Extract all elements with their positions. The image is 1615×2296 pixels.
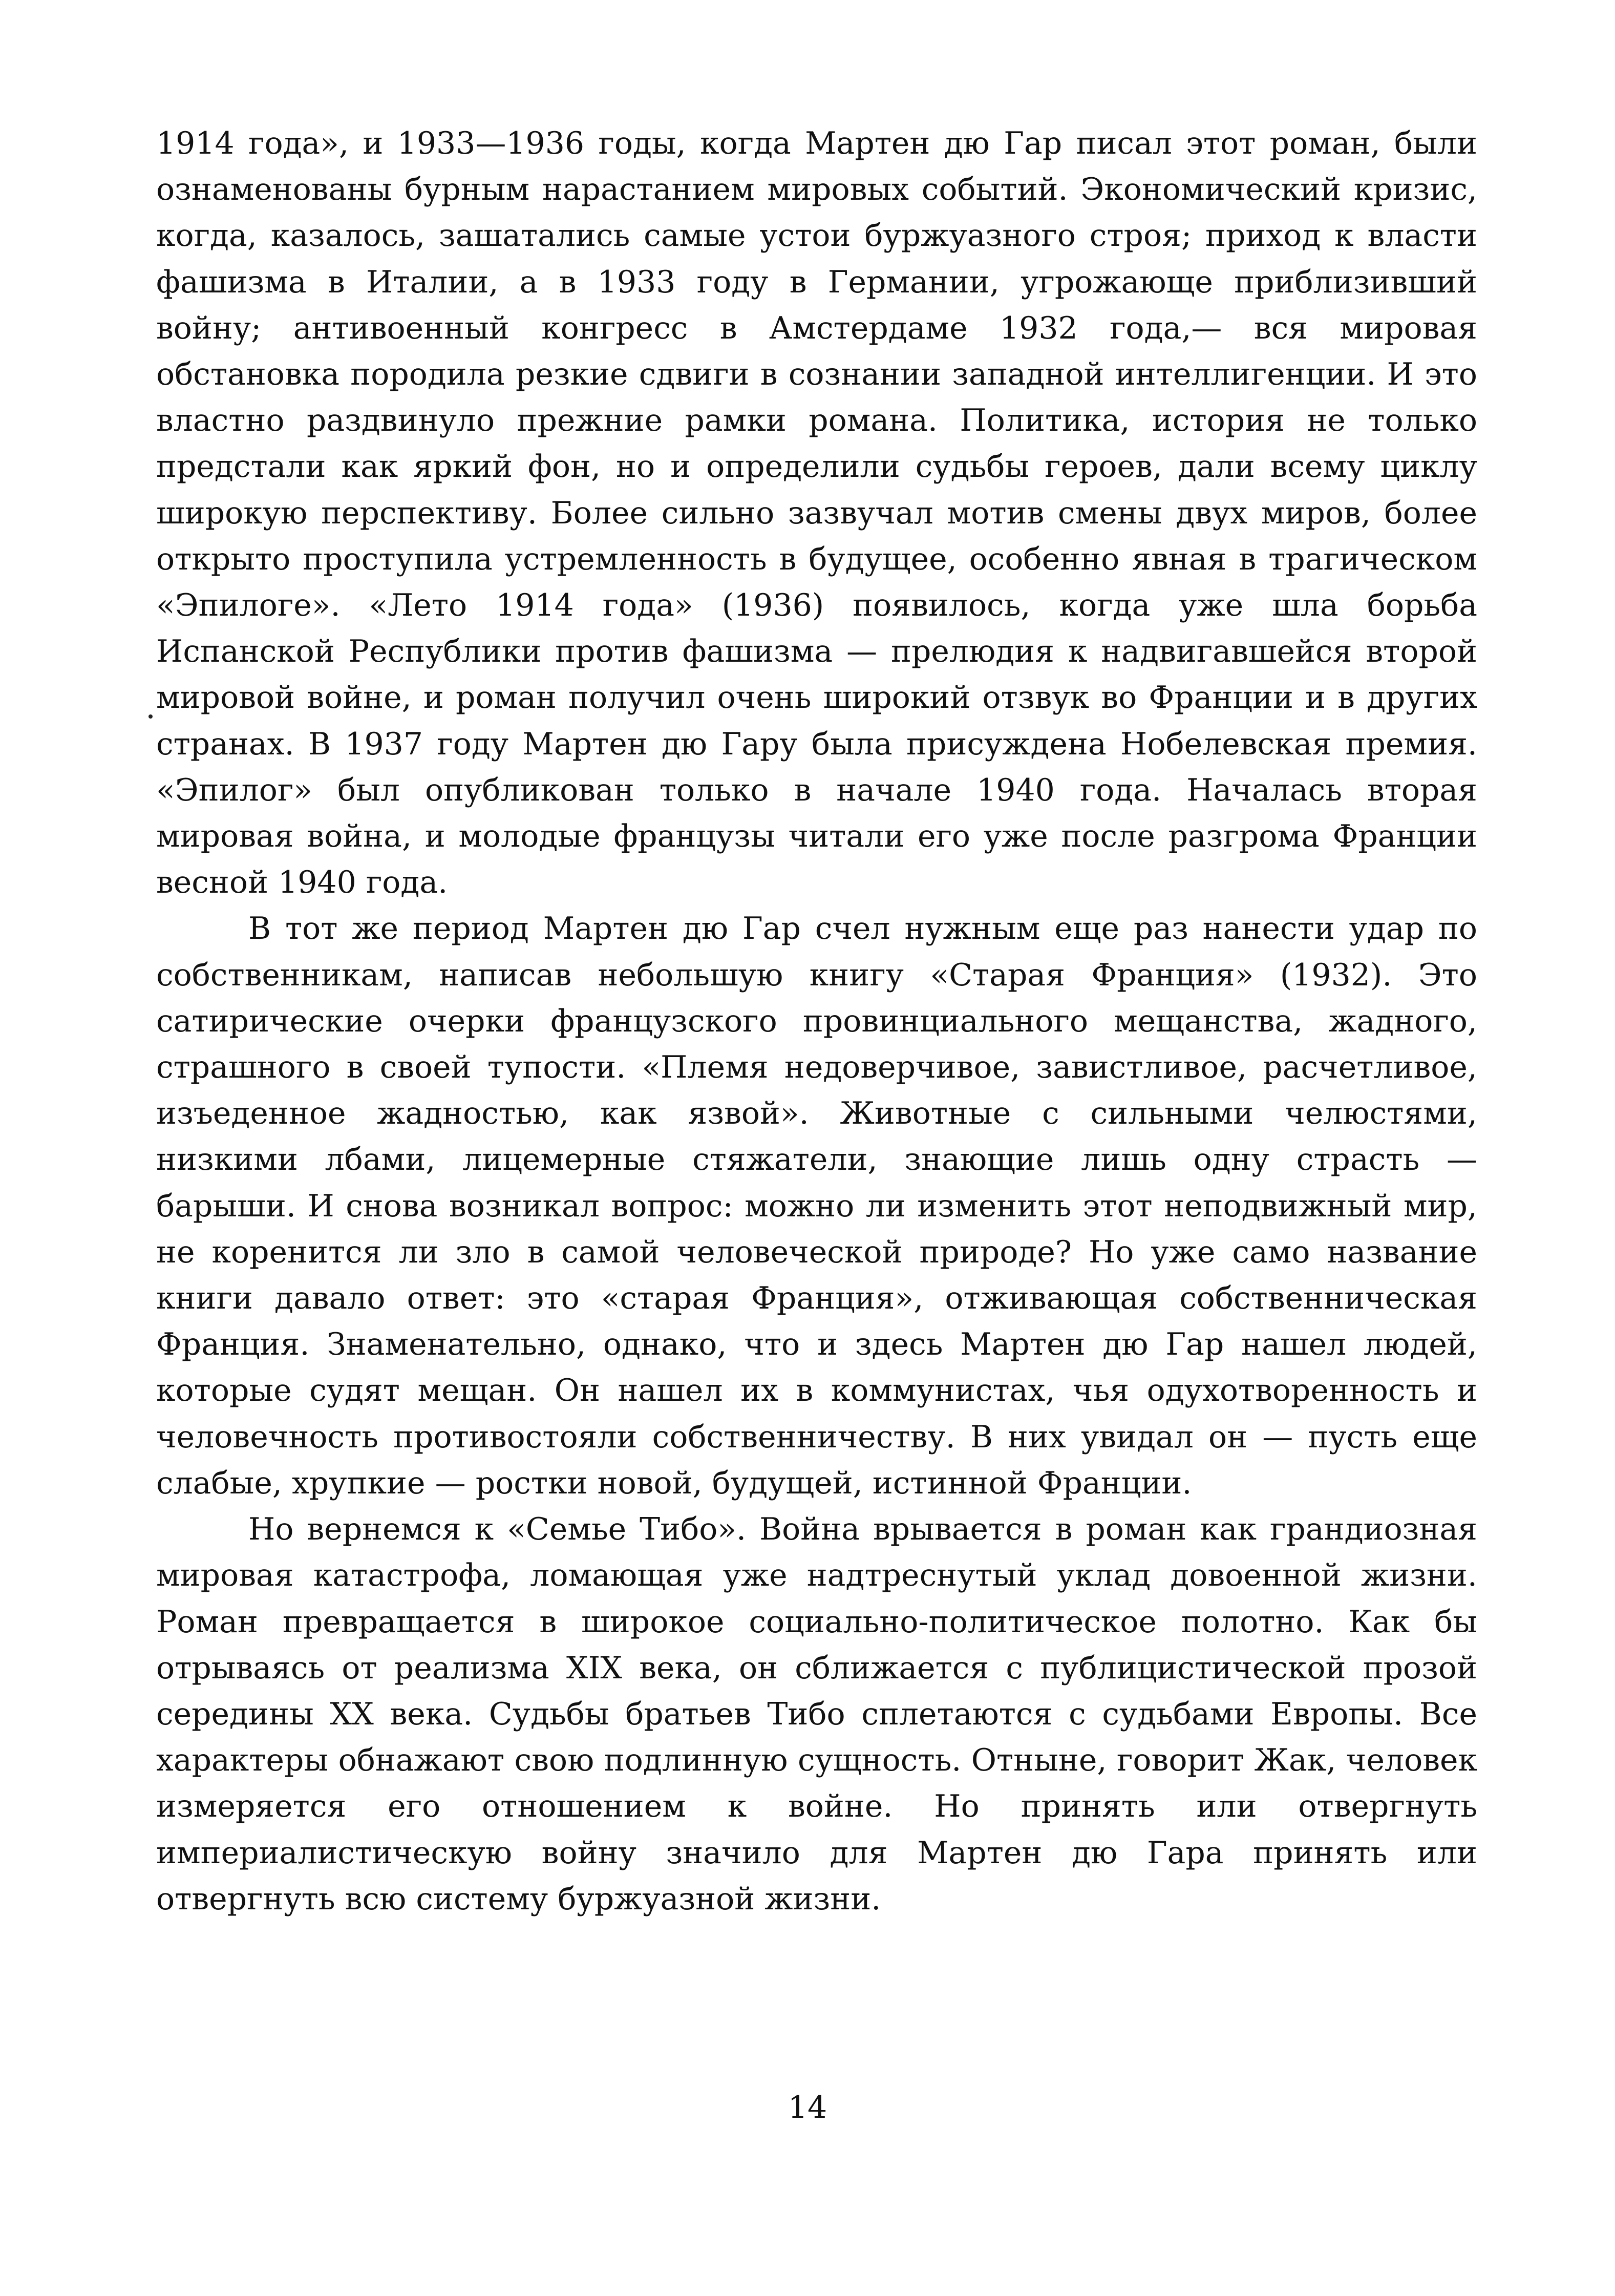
paragraph-2: В тот же период Мартен дю Гар счел нужным еще раз нанести удар по собственникам, написав небольшую книгу «Старая Франция» (1932). Это сатирические очерки французского провинциального мещанства, жадного, страшного в своей тупости. «Племя недоверчивое, завистливое, расчетливое, изъеденное жадностью, как язвой». Животные с сильными челюстями, низкими лбами, лицемерные стяжатели, знающие лишь одну страсть — барыши. И снова возникал вопрос: можно ли изменить этот неподвижный мир, не коренится ли зло в самой человеческой природе? Но уже само название книги давало ответ: это «старая Франция», отживающая собственническая Франция. Знаменательно, однако, что и здесь Мартен дю Гар нашел людей, которые судят мещан. Он нашел их в коммунистах, чья одухотворенность и человечность противостояли собственничеству. В них увидал он — пусть еще слабые, хрупкие — ростки новой, будущей, истинной Франции. bbox=[156, 911, 1477, 1501]
print-speck bbox=[148, 714, 153, 719]
page-body bbox=[156, 120, 1477, 1922]
page-number: 14 bbox=[788, 2090, 827, 2125]
paragraph-1: 1914 года», и 1933—1936 годы, когда Мартен дю Гар писал этот роман, были ознаменованы бурным нарастанием мировых событий. Экономический кризис, когда, казалось, зашатались самые устои буржуазного строя; приход к власти фашизма в Италии, а в 1933 году в Германии, угрожающе приблизивший войну; антивоенный конгресс в Амстердаме 1932 года,— вся мировая обстановка породила резкие сдвиги в сознании западной интеллигенции. И это властно раздвинуло прежние рамки романа. Политика, история не только предстали как яркий фон, но и определили судьбы героев, дали всему циклу широкую перспективу. Более сильно зазвучал мотив смены двух миров, более открыто проступила устремленность в будущее, особенно явная в трагическом «Эпилоге». «Лето 1914 года» (1936) появилось, когда уже шла борьба Испанской Республики против фашизма — прелюдия к надвигавшейся второй мировой войне, и роман получил очень широкий отзвук во Франции и в других странах. В 1937 году Мартен дю Гару была присуждена Нобелевская премия. «Эпилог» был опубликован только в начале 1940 года. Началась вторая мировая война, и молодые французы читали его уже после разгрома Франции весной 1940 года. bbox=[156, 125, 1477, 901]
paragraph-3: Но вернемся к «Семье Тибо». Война врывается в роман как грандиозная мировая катастрофа, ломающая уже надтреснутый уклад довоенной жизни. Роман превращается в широкое социально-политическое полотно. Как бы отрываясь от реализма XIX века, он сближается с публицистической прозой середины XX века. Судьбы братьев Тибо сплетаются с судьбами Европы. Все характеры обнажают свою подлинную сущность. Отныне, говорит Жак, человек измеряется его отношением к войне. Но принять или отвергнуть империалистическую войну значило для Мартен дю Гара принять или отвергнуть всю систему буржуазной жизни. bbox=[156, 1511, 1477, 1917]
